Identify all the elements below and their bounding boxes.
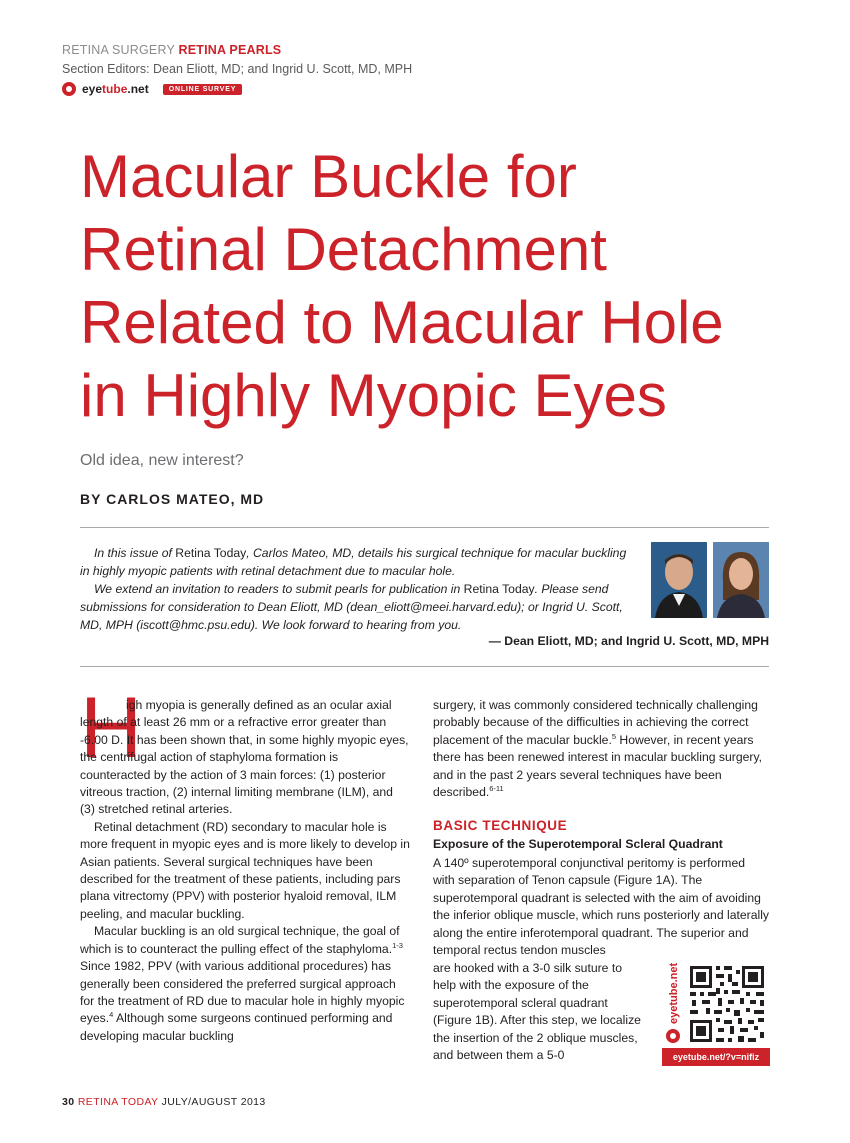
body-column-left [80, 697, 410, 1045]
drop-cap: H [80, 680, 143, 776]
editor-photo-eliott [651, 542, 707, 618]
body-paragraph: Retinal detachment (RD) secondary to macular hole is more frequent in myopic eyes and is more likely to develop in Asian patients. Several surgical techniques have been described for the treatment of these patients, including pars plana vitrectomy (PPV) with posterior hyaloid removal, ILM peeling, and macular buckling. [80, 819, 410, 921]
title-line: Macular Buckle for [80, 143, 577, 210]
divider [80, 666, 769, 667]
footer-journal: RETINA TODAY [77, 1096, 159, 1108]
title-line: Retinal Detachment [80, 216, 607, 283]
intro-signoff: — Dean Eliott, MD; and Ingrid U. Scott, MD, MPH [488, 634, 769, 648]
byline: BY CARLOS MATEO, MD [80, 491, 265, 507]
online-survey-badge[interactable]: ONLINE SURVEY [163, 84, 242, 95]
section-editors: Section Editors: Dean Eliott, MD; and Ingrid U. Scott, MD, MPH [62, 62, 413, 76]
article-title [80, 140, 800, 432]
editor-photo-scott [713, 542, 769, 618]
body-column-right-continued [433, 855, 769, 959]
qr-side-label [664, 962, 682, 1044]
body-column-right-wrap [433, 960, 648, 1064]
body-paragraph: Macular buckling is an old surgical technique, the goal of which is to counteract the pulling effect of the staphyloma.$^{1-3}$ Since 1982, PPV (with various additional procedures) has generally been considered the preferred surgical approach for the treatment of RD due to macular hole in highly myopic eyes.$^4$ Although some surgeons continued performing and developing macular buckling [80, 924, 405, 1043]
section-heading: BASIC TECHNIQUE [433, 818, 568, 833]
eyetube-row[interactable] [62, 81, 242, 97]
section-subheading: Exposure of the Superotemporal Scleral Quadrant [433, 837, 723, 851]
editor-intro [80, 544, 632, 634]
eyetube-logo-text[interactable]: eyetube.net [82, 82, 149, 96]
title-line: Related to Macular Hole [80, 289, 724, 356]
body-paragraph: igh myopia is generally defined as an ocular axial length of at least 26 mm or a refractive error greater than -6.00 D. It has been shown that, in some highly myopic eyes, the centrifugal action of staphyloma formation is counteracted by the action of 3 main forces: (1) posterior vitreous traction, (2) internal limiting membrane (ILM), and (3) stretched retinal arteries. [80, 698, 409, 817]
article-subtitle: Old idea, new interest? [80, 452, 244, 469]
eye-icon [62, 82, 76, 96]
title-line: in Highly Myopic Eyes [80, 362, 667, 429]
body-paragraph: are hooked with a 3-0 silk suture to help with the exposure of the superotemporal scleral quadrant (Figure 1B). After this step, we localize the insertion of the 2 oblique muscles, and between them a 5-0 [433, 961, 641, 1063]
qr-caption-link[interactable]: eyetube.net/?v=nifiz [662, 1048, 770, 1066]
page-footer [62, 1096, 266, 1108]
divider [80, 527, 769, 528]
section-name: RETINA PEARLS [178, 43, 282, 57]
intro-paragraph: In this issue of Retina Today, Carlos Mateo, MD, details his surgical technique for macular buckling in highly myopic patients with retinal detachment due to macular hole. [80, 546, 627, 578]
section-line [62, 43, 281, 57]
section-prefix: RETINA SURGERY [62, 43, 175, 57]
intro-paragraph: We extend an invitation to readers to submit pearls for publication in Retina Today. Please send submissions for consideration to Dean Eliott, MD (dean_eliott@meei.harvard.edu); or Ingrid U. Scott, MD, MPH (iscott@hmc.psu.edu). We look forward to hearing from you. [80, 582, 623, 632]
footer-issue: JULY/AUGUST 2013 [161, 1096, 266, 1108]
qr-side-text: eyetube.net [668, 962, 680, 1024]
body-column-right [433, 697, 769, 801]
body-paragraph: surgery, it was commonly considered technically challenging probably because of the difficulties in achieving the correct placement of the macular buckle.$^5$ However, in recent years there has been renewed interest in macular buckling surgery, and in the past 2 years several techniques have been described.$^{6-11}$ [433, 698, 763, 800]
body-paragraph: A 140º superotemporal conjunctival peritomy is performed with separation of Tenon capsule (Figure 1A). The superotemporal quadrant is selected with the aim of avoiding the inferior oblique muscle, which runs posteriorly and laterally along the entire inferotemporal quadrant. The superior and temporal rectus tendon muscles [433, 856, 769, 958]
page-number: 30 [62, 1096, 75, 1108]
